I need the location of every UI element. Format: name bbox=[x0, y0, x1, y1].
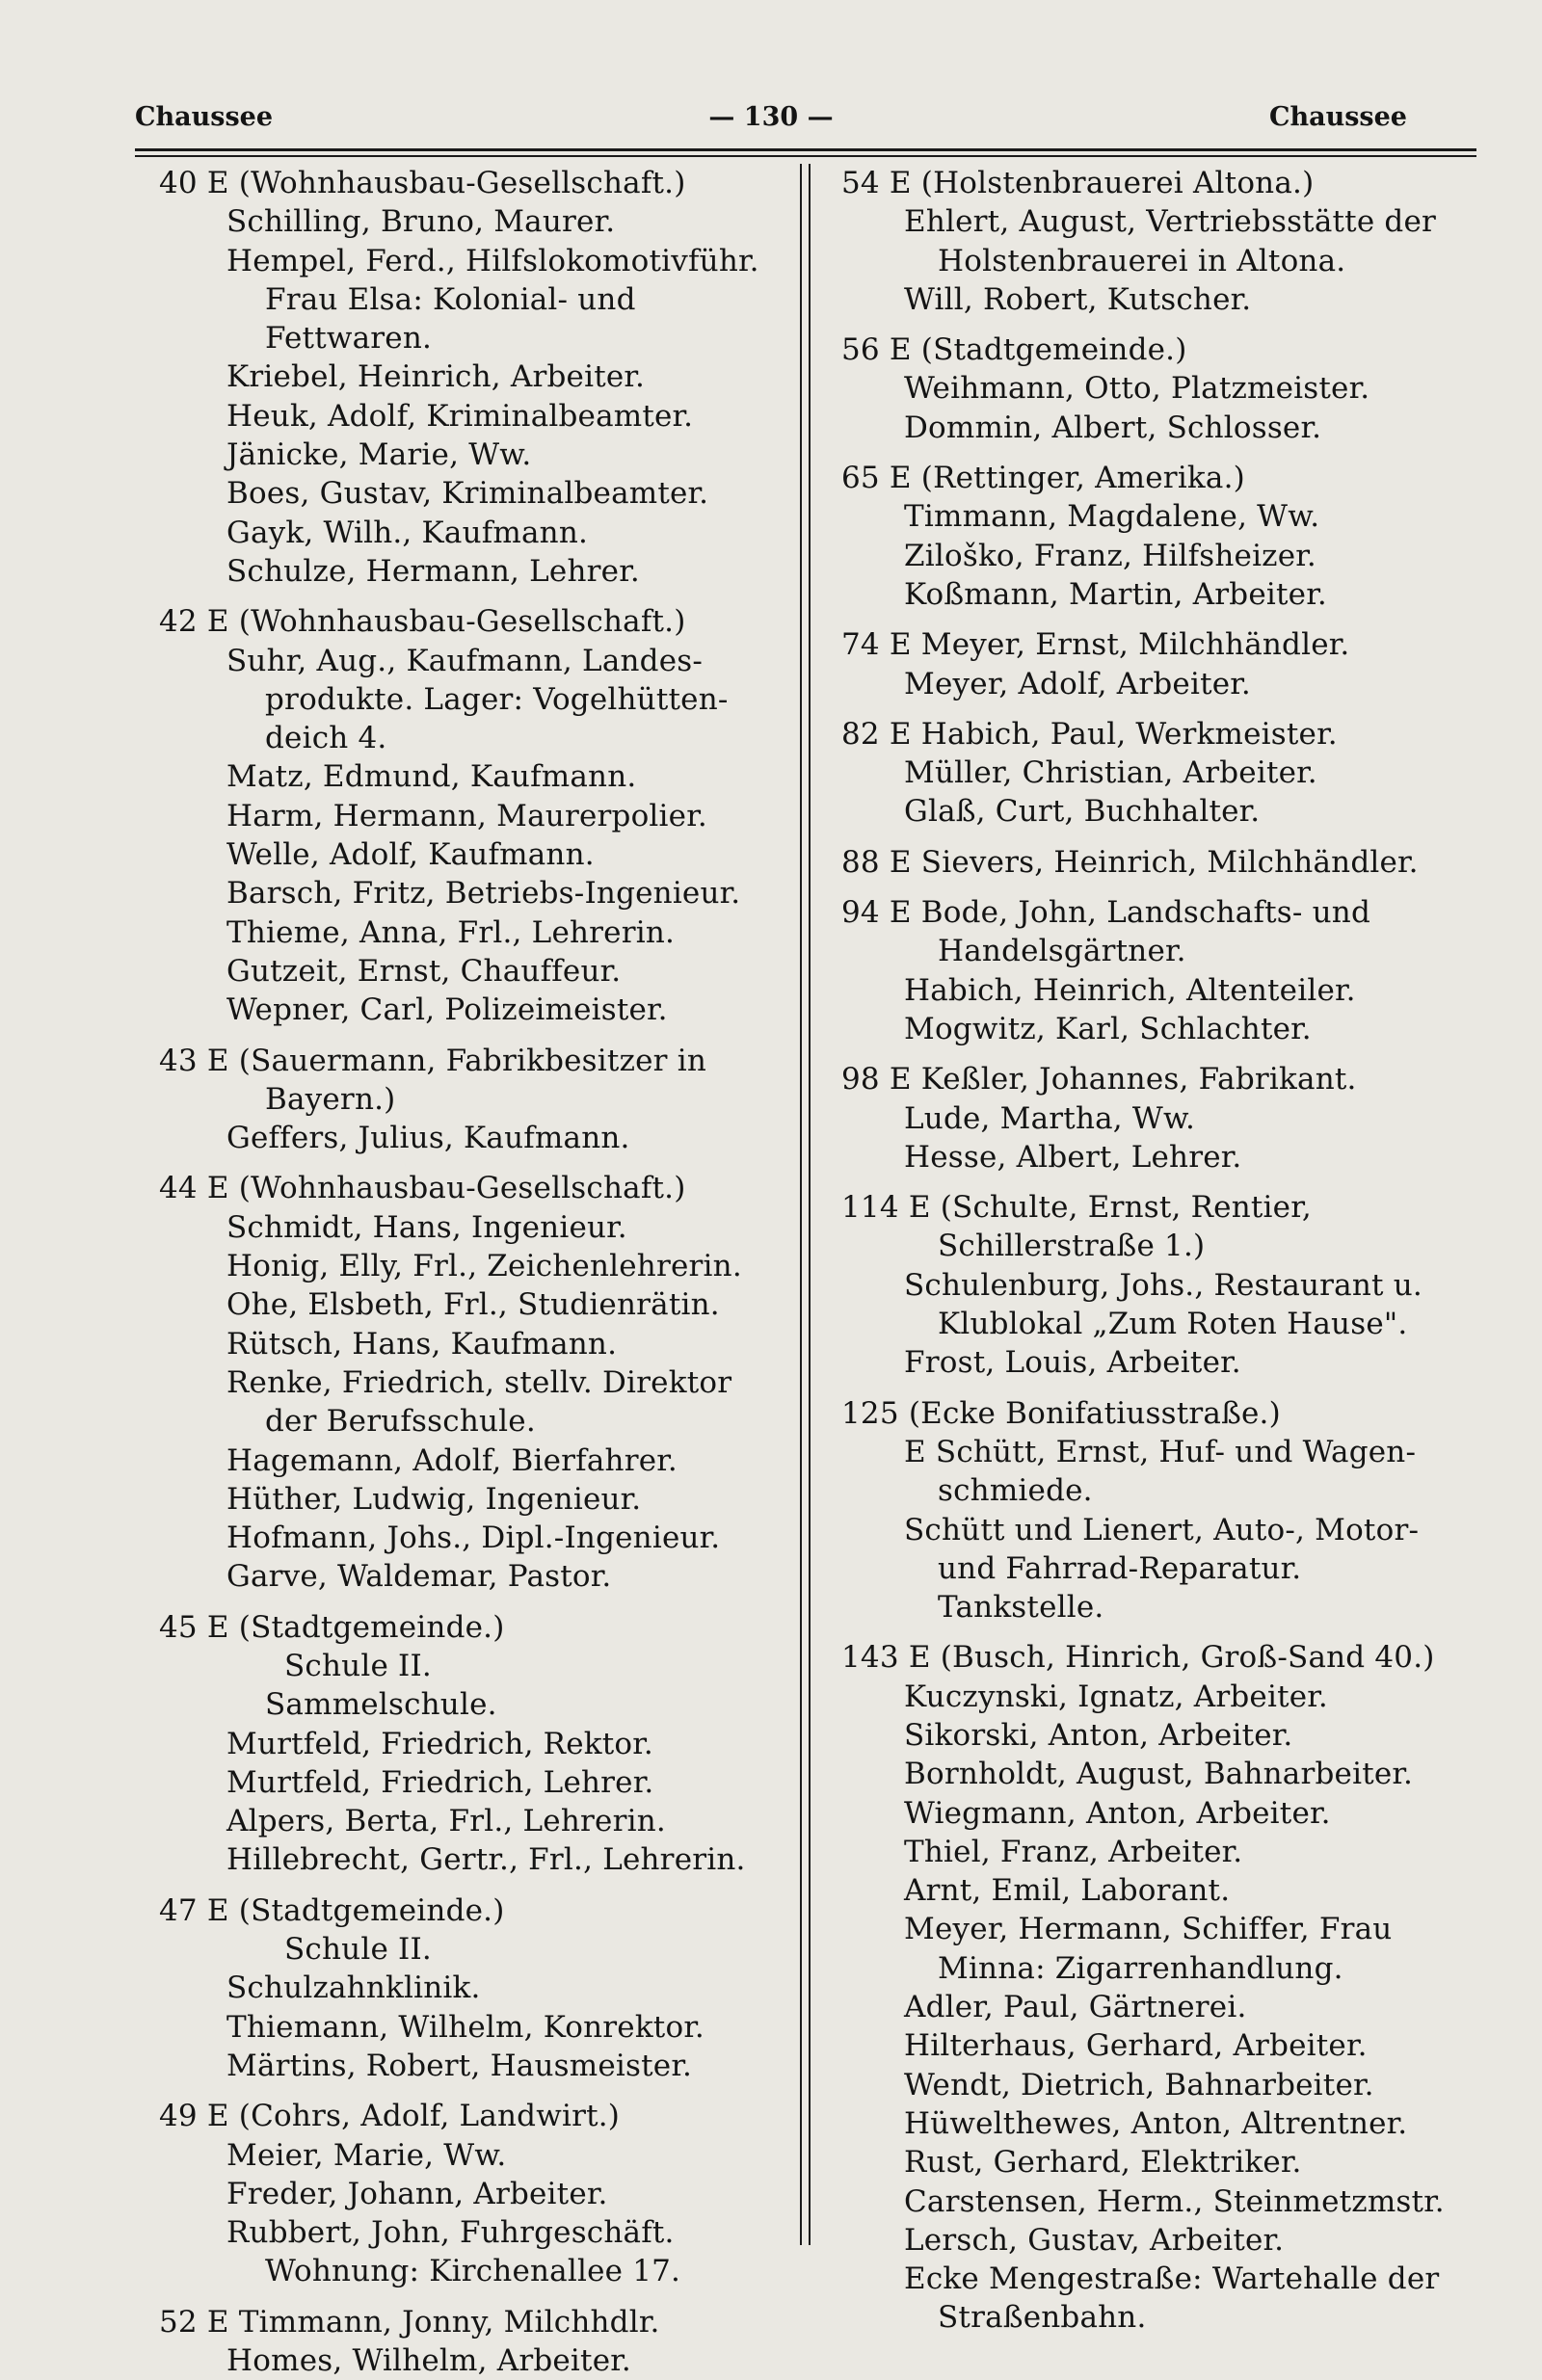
resident-line: Heuk, Adolf, Kriminalbeamter. bbox=[226, 398, 694, 434]
page-number: — 130 — bbox=[708, 102, 834, 132]
resident-line: Habich, Heinrich, Altenteiler. bbox=[904, 972, 1356, 1008]
resident-line: Alpers, Berta, Frl., Lehrerin. bbox=[226, 1804, 666, 1839]
resident-line: Carstensen, Herm., Steinmetzmstr. bbox=[904, 2183, 1445, 2219]
resident-line: Schilling, Bruno, Maurer. bbox=[226, 204, 616, 240]
resident-line: Glaß, Curt, Buchhalter. bbox=[904, 794, 1261, 830]
resident-line: Murtfeld, Friedrich, Rektor. bbox=[226, 1726, 653, 1761]
resident-line: Müller, Christian, Arbeiter. bbox=[904, 755, 1317, 791]
house-entry bbox=[841, 164, 1497, 319]
resident-line: Will, Robert, Kutscher. bbox=[904, 281, 1252, 317]
resident-line: Jänicke, Marie, Ww. bbox=[226, 437, 532, 473]
resident-line: Weihmann, Otto, Platzmeister. bbox=[904, 371, 1370, 407]
house-number-line: 43 E (Sauermann, Fabrikbesitzer in bbox=[159, 1043, 706, 1078]
house-entry bbox=[159, 1042, 790, 1158]
house-number-line: 42 E (Wohnhausbau-Gesellschaft.) bbox=[159, 604, 686, 640]
resident-line: Lude, Martha, Ww. bbox=[904, 1100, 1196, 1136]
house-number-line: 74 E Meyer, Ernst, Milchhändler. bbox=[841, 627, 1350, 663]
resident-line: Rütsch, Hans, Kaufmann. bbox=[226, 1326, 618, 1362]
house-number-line: 45 E (Stadtgemeinde.) bbox=[159, 1609, 505, 1645]
house-entry bbox=[159, 1891, 790, 2085]
resident-line: Schule II. bbox=[284, 1932, 432, 1968]
header-left-street: Chaussee bbox=[135, 102, 274, 132]
resident-line: E Schütt, Ernst, Huf- und Wagen- bbox=[904, 1434, 1417, 1469]
resident-line: Hillebrecht, Gertr., Frl., Lehrerin. bbox=[226, 1842, 746, 1878]
house-entry bbox=[159, 2303, 790, 2380]
house-number-line: 56 E (Stadtgemeinde.) bbox=[841, 332, 1187, 368]
house-number-line: 54 E (Holstenbrauerei Altona.) bbox=[841, 166, 1315, 200]
house-entry bbox=[159, 164, 790, 591]
resident-line: Thiemann, Wilhelm, Konrektor. bbox=[226, 2009, 705, 2045]
house-entry bbox=[841, 1060, 1497, 1177]
house-number-line: 143 E (Busch, Hinrich, Groß-Sand 40.) bbox=[841, 1640, 1435, 1676]
house-number-line: 65 E (Rettinger, Amerika.) bbox=[841, 461, 1245, 496]
resident-line: Sammelschule. bbox=[265, 1687, 497, 1723]
house-entry bbox=[159, 1169, 790, 1596]
resident-line: Garve, Waldemar, Pastor. bbox=[226, 1559, 612, 1595]
house-number-line: 44 E (Wohnhausbau-Gesellschaft.) bbox=[159, 1171, 686, 1206]
house-number-line: 114 E (Schulte, Ernst, Rentier, bbox=[841, 1190, 1312, 1226]
house-number-line: 94 E Bode, John, Landschafts- und bbox=[841, 895, 1370, 931]
house-entry bbox=[841, 331, 1497, 447]
house-entry bbox=[841, 1394, 1497, 1627]
resident-line: Thiel, Franz, Arbeiter. bbox=[904, 1834, 1243, 1869]
house-entry bbox=[159, 1608, 790, 1880]
house-entry bbox=[159, 2097, 790, 2290]
right-column bbox=[841, 164, 1497, 2338]
resident-line: Kuczynski, Ignatz, Arbeiter. bbox=[904, 1679, 1328, 1714]
resident-line: Handelsgärtner. bbox=[938, 934, 1186, 969]
resident-line: Wepner, Carl, Polizeimeister. bbox=[226, 992, 668, 1028]
resident-line: Freder, Johann, Arbeiter. bbox=[226, 2176, 608, 2211]
resident-line: Adler, Paul, Gärtnerei. bbox=[904, 1990, 1247, 2025]
resident-line: Schulenburg, Johs., Restaurant u. bbox=[904, 1267, 1422, 1303]
resident-line: Welle, Adolf, Kaufmann. bbox=[226, 837, 595, 873]
resident-line: Wohnung: Kirchenallee 17. bbox=[265, 2254, 681, 2289]
resident-line: Hüwelthewes, Anton, Altrentner. bbox=[904, 2105, 1408, 2141]
resident-line: Minna: Zigarrenhandlung. bbox=[938, 1950, 1343, 1986]
resident-line: Geffers, Julius, Kaufmann. bbox=[226, 1121, 630, 1156]
house-number-line: 125 (Ecke Bonifatiusstraße.) bbox=[841, 1395, 1281, 1431]
resident-line: Gayk, Wilh., Kaufmann. bbox=[226, 515, 589, 550]
resident-line: Kriebel, Heinrich, Arbeiter. bbox=[226, 359, 646, 395]
resident-line: Barsch, Fritz, Betriebs-Ingenieur. bbox=[226, 876, 741, 912]
resident-line: Bornholdt, August, Bahnarbeiter. bbox=[904, 1757, 1414, 1792]
resident-line: Timmann, Magdalene, Ww. bbox=[904, 499, 1320, 535]
resident-line: und Fahrrad-Reparatur. bbox=[938, 1550, 1302, 1586]
house-entry bbox=[841, 625, 1497, 703]
resident-line: produkte. Lager: Vogelhütten- bbox=[265, 681, 729, 717]
resident-line: Homes, Wilhelm, Arbeiter. bbox=[226, 2343, 631, 2379]
house-number-line: 47 E (Stadtgemeinde.) bbox=[159, 1892, 505, 1928]
resident-line: Schillerstraße 1.) bbox=[938, 1229, 1206, 1264]
resident-line: Ziloško, Franz, Hilfsheizer. bbox=[904, 538, 1316, 573]
resident-line: Schule II. bbox=[284, 1648, 432, 1683]
resident-line: schmiede. bbox=[938, 1473, 1093, 1509]
resident-line: Thieme, Anna, Frl., Lehrerin. bbox=[226, 914, 676, 950]
house-entry bbox=[159, 602, 790, 1029]
page-header bbox=[135, 102, 1407, 145]
resident-line: Arnt, Emil, Laborant. bbox=[904, 1873, 1231, 1909]
resident-line: Wiegmann, Anton, Arbeiter. bbox=[904, 1795, 1331, 1831]
resident-line: Wendt, Dietrich, Bahnarbeiter. bbox=[904, 2067, 1374, 2102]
header-right-street: Chaussee bbox=[1268, 102, 1407, 132]
resident-line: Frost, Louis, Arbeiter. bbox=[904, 1345, 1241, 1381]
house-entry bbox=[841, 1638, 1497, 2337]
resident-line: Matz, Edmund, Kaufmann. bbox=[226, 759, 637, 795]
resident-line: Honig, Elly, Frl., Zeichenlehrerin. bbox=[226, 1249, 742, 1284]
house-entry bbox=[841, 1188, 1497, 1382]
house-number-line: 82 E Habich, Paul, Werkmeister. bbox=[841, 716, 1338, 752]
house-number-line: 98 E Keßler, Johannes, Fabrikant. bbox=[841, 1062, 1357, 1097]
header-rule-bottom bbox=[135, 155, 1476, 157]
resident-line: Meyer, Hermann, Schiffer, Frau bbox=[904, 1912, 1393, 1947]
resident-line: Ecke Mengestraße: Wartehalle der bbox=[904, 2261, 1440, 2297]
resident-line: Klublokal „Zum Roten Hause". bbox=[938, 1307, 1408, 1342]
resident-line: Hesse, Albert, Lehrer. bbox=[904, 1139, 1242, 1175]
resident-line: Tankstelle. bbox=[938, 1590, 1104, 1626]
header-rule-top bbox=[135, 148, 1476, 151]
resident-line: deich 4. bbox=[265, 721, 387, 756]
resident-line: Murtfeld, Friedrich, Lehrer. bbox=[226, 1764, 654, 1800]
resident-line: Hempel, Ferd., Hilfslokomotivführ. bbox=[226, 243, 759, 278]
resident-line: Meier, Marie, Ww. bbox=[226, 2137, 507, 2173]
left-column bbox=[159, 164, 790, 2380]
resident-line: Hagemann, Adolf, Bierfahrer. bbox=[226, 1442, 678, 1478]
house-number-line: 52 E Timmann, Jonny, Milchhdlr. bbox=[159, 2304, 660, 2340]
house-entry bbox=[841, 893, 1497, 1048]
resident-line: Ehlert, August, Vertriebsstätte der bbox=[904, 204, 1437, 240]
resident-line: Hüther, Ludwig, Ingenieur. bbox=[226, 1481, 642, 1517]
resident-line: Schütt und Lienert, Auto-, Motor- bbox=[904, 1512, 1420, 1547]
resident-line: Renke, Friedrich, stellv. Direktor bbox=[226, 1364, 732, 1400]
resident-line: Schulze, Hermann, Lehrer. bbox=[226, 553, 640, 589]
house-number-line: 49 E (Cohrs, Adolf, Landwirt.) bbox=[159, 2099, 621, 2134]
resident-line: Rubbert, John, Fuhrgeschäft. bbox=[226, 2215, 675, 2251]
resident-line: Suhr, Aug., Kaufmann, Landes- bbox=[226, 643, 704, 678]
resident-line: der Berufsschule. bbox=[265, 1404, 536, 1440]
resident-line: Schmidt, Hans, Ingenieur. bbox=[226, 1209, 627, 1245]
house-number-line: 88 E Sievers, Heinrich, Milchhändler. bbox=[841, 844, 1419, 880]
resident-line: Schulzahnklinik. bbox=[226, 1970, 481, 2006]
house-entry bbox=[841, 715, 1497, 832]
house-entry bbox=[841, 843, 1497, 882]
resident-line: Ohe, Elsbeth, Frl., Studienrätin. bbox=[226, 1287, 720, 1323]
resident-line: Bayern.) bbox=[265, 1081, 396, 1117]
resident-line: Holstenbrauerei in Altona. bbox=[938, 243, 1346, 278]
resident-line: Sikorski, Anton, Arbeiter. bbox=[904, 1717, 1293, 1753]
resident-line: Hilterhaus, Gerhard, Arbeiter. bbox=[904, 2028, 1368, 2064]
resident-line: Gutzeit, Ernst, Chauffeur. bbox=[226, 953, 622, 989]
resident-line: Märtins, Robert, Hausmeister. bbox=[226, 2048, 693, 2083]
house-number-line: 40 E (Wohnhausbau-Gesellschaft.) bbox=[159, 166, 686, 200]
resident-line: Meyer, Adolf, Arbeiter. bbox=[904, 666, 1251, 701]
column-divider bbox=[809, 164, 811, 2245]
resident-line: Boes, Gustav, Kriminalbeamter. bbox=[226, 476, 709, 512]
resident-line: Hofmann, Johs., Dipl.-Ingenieur. bbox=[226, 1521, 721, 1556]
resident-line: Harm, Hermann, Maurerpolier. bbox=[226, 798, 707, 833]
resident-line: Mogwitz, Karl, Schlachter. bbox=[904, 1011, 1312, 1046]
house-entry bbox=[841, 459, 1497, 614]
resident-line: Straßenbahn. bbox=[938, 2300, 1147, 2336]
resident-line: Lersch, Gustav, Arbeiter. bbox=[904, 2222, 1285, 2258]
resident-line: Frau Elsa: Kolonial- und bbox=[265, 281, 636, 317]
resident-line: Rust, Gerhard, Elektriker. bbox=[904, 2145, 1302, 2181]
resident-line: Dommin, Albert, Schlosser. bbox=[904, 410, 1322, 445]
column-divider bbox=[800, 164, 802, 2245]
resident-line: Fettwaren. bbox=[265, 321, 433, 357]
resident-line: Koßmann, Martin, Arbeiter. bbox=[904, 576, 1327, 612]
